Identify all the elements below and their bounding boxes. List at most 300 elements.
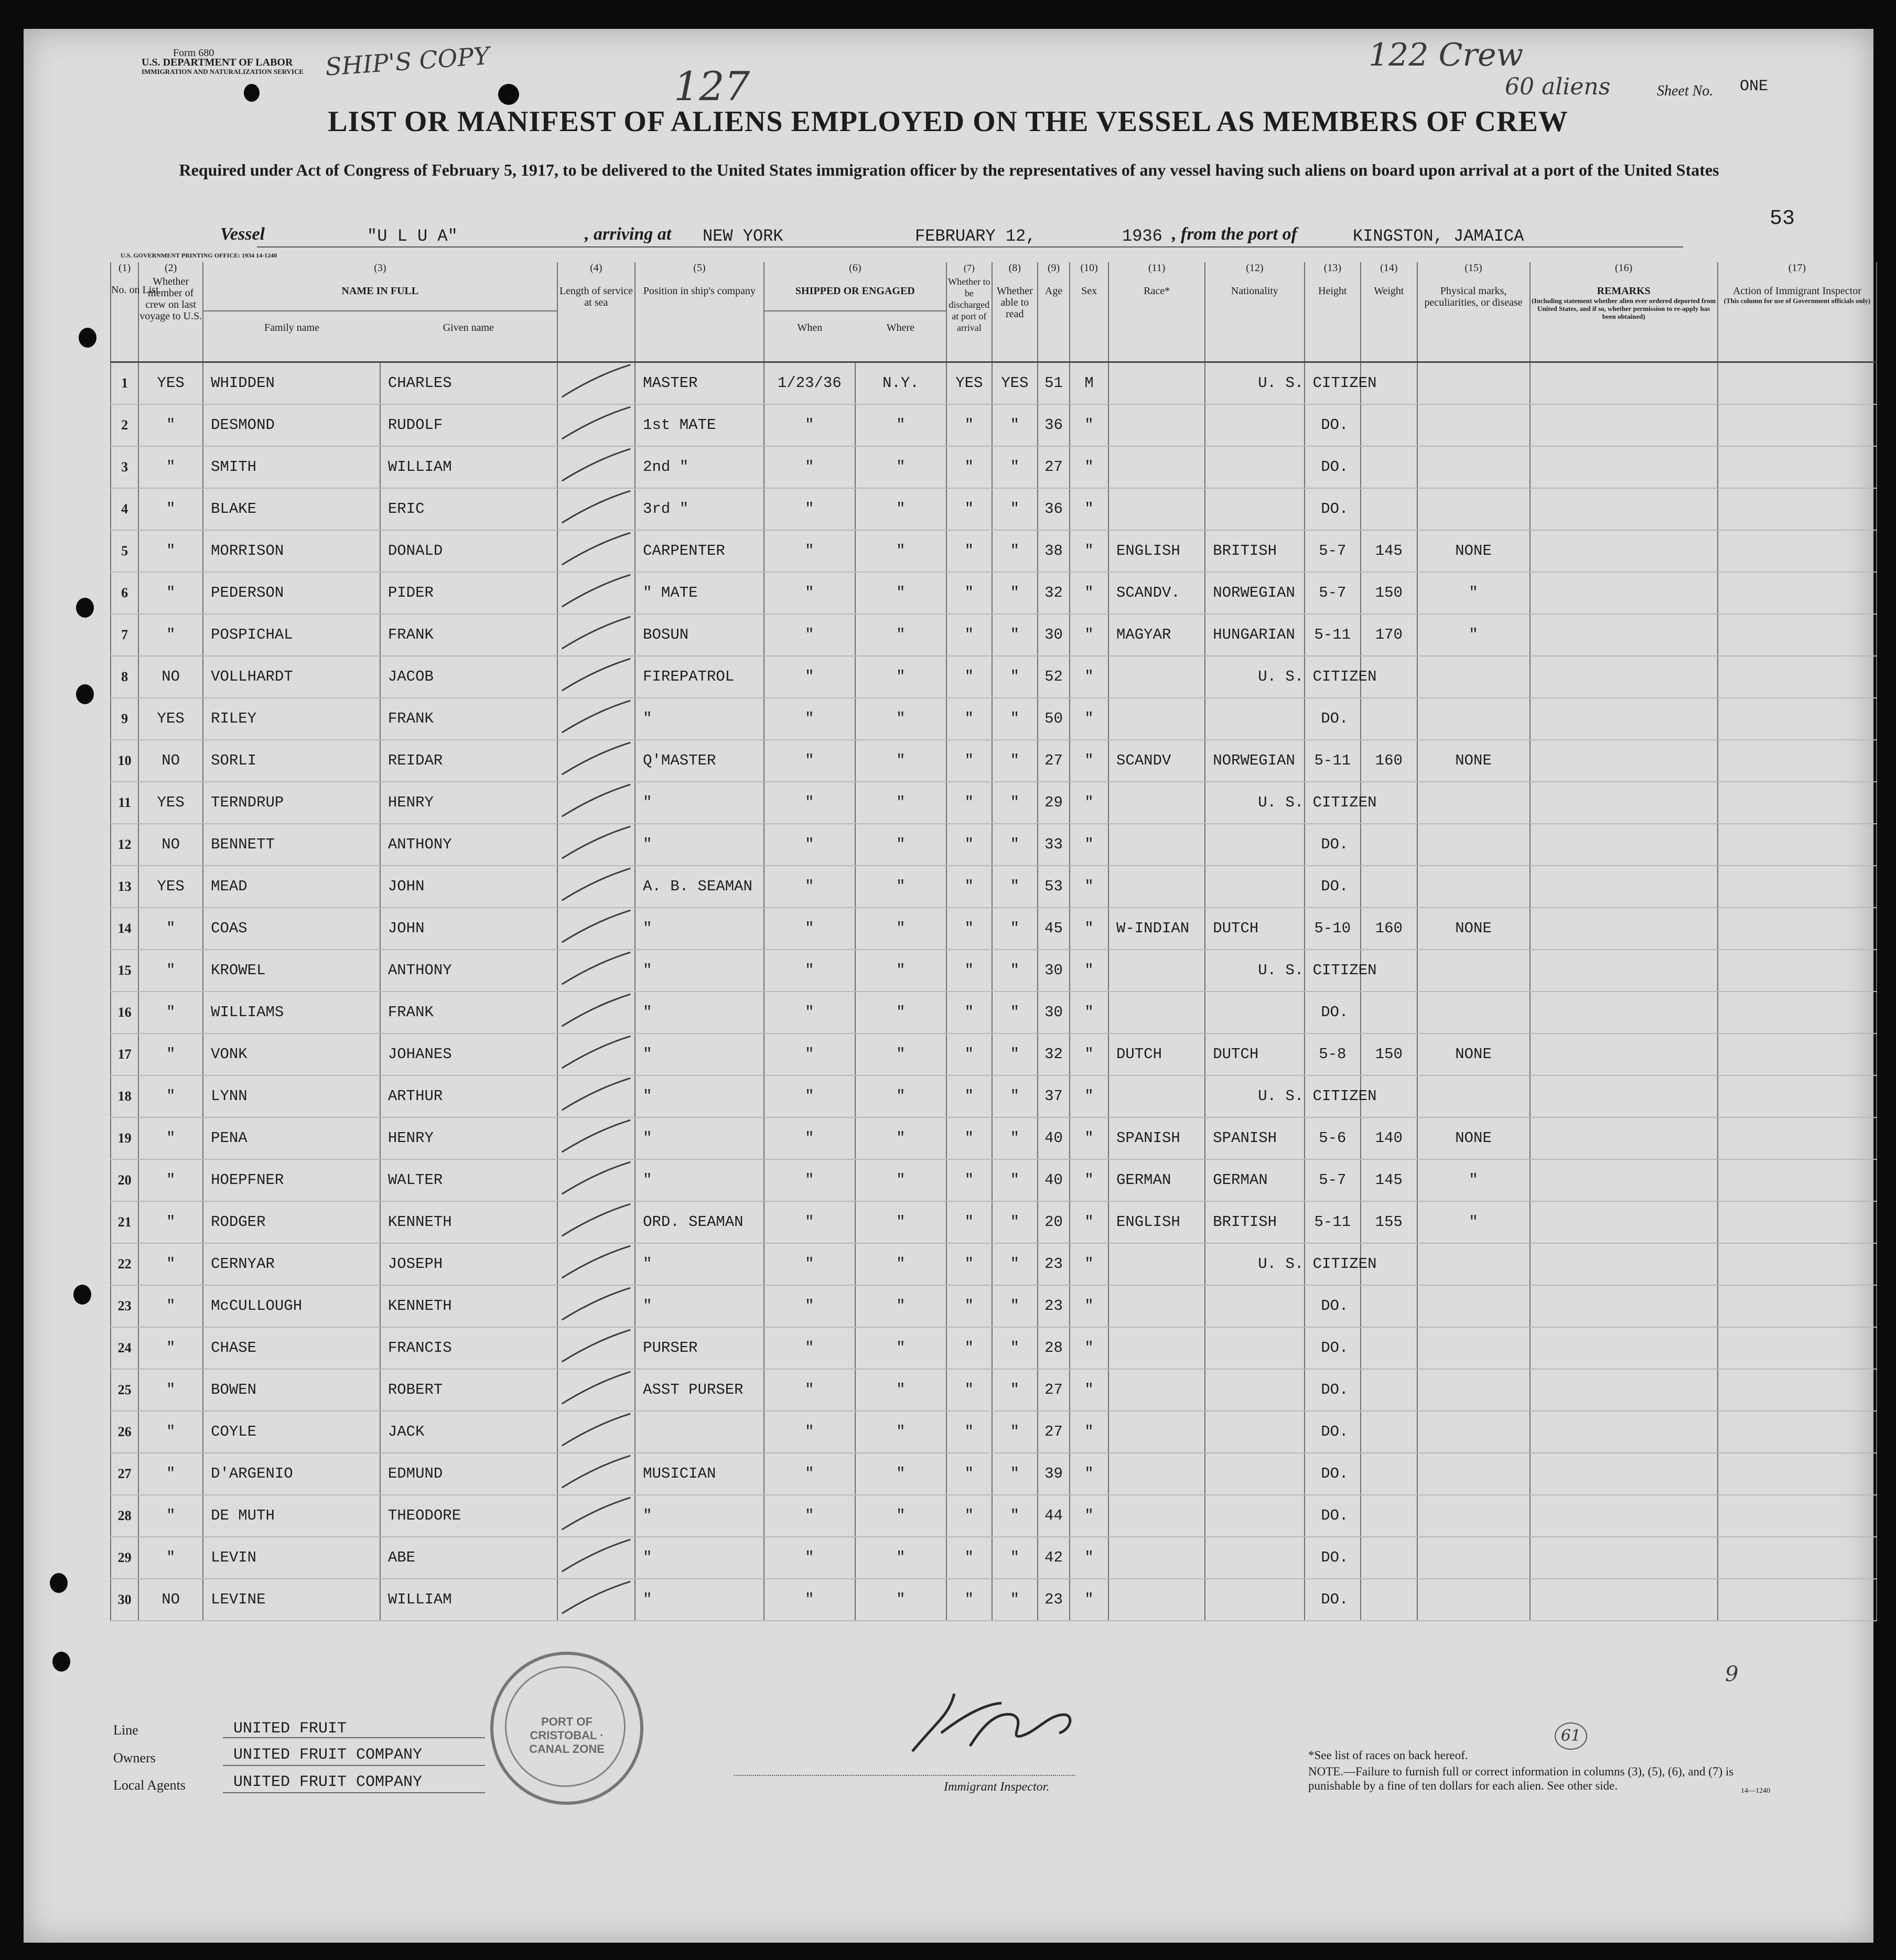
given-name-cell: DONALD — [380, 530, 557, 572]
age-cell: 27 — [1038, 1369, 1070, 1411]
prev-voyage-cell: " — [138, 1033, 203, 1075]
col-header-nationality: (12) Nationality — [1205, 262, 1304, 362]
pencil-check-mark — [563, 449, 630, 481]
able-read-cell: " — [992, 530, 1038, 572]
inspector-label: Immigrant Inspector. — [944, 1780, 1050, 1794]
able-read-cell: " — [992, 950, 1038, 992]
shipped-when-cell: " — [764, 404, 855, 446]
sex-cell: " — [1070, 1537, 1108, 1579]
physical-marks-cell: NONE — [1417, 740, 1530, 782]
pencil-check-mark — [563, 407, 630, 439]
pencil-check-mark — [563, 1414, 630, 1446]
shipped-where-cell: " — [855, 1537, 946, 1579]
row-number: 25 — [111, 1369, 138, 1411]
owners-rule — [223, 1765, 485, 1766]
discharge-cell: " — [946, 740, 992, 782]
shipped-where-cell: " — [855, 446, 946, 488]
col-header-prev-voyage: (2) Whether member of crew on last voyage to U.S. — [138, 262, 203, 362]
family-name-cell: BLAKE — [203, 488, 380, 530]
shipped-when-cell: " — [764, 908, 855, 950]
shipped-when-cell: " — [764, 530, 855, 572]
col-header-shipped: (6) SHIPPED OR ENGAGED When Where — [764, 262, 946, 362]
position-cell: MUSICIAN — [635, 1453, 764, 1495]
prev-voyage-cell: " — [138, 1411, 203, 1453]
discharge-cell: " — [946, 614, 992, 656]
shipped-where-cell: " — [855, 740, 946, 782]
age-cell: 27 — [1038, 446, 1070, 488]
row-number: 4 — [111, 488, 138, 530]
discharge-cell: " — [946, 1243, 992, 1285]
able-read-cell: " — [992, 992, 1038, 1033]
race-cell: GERMAN — [1108, 1159, 1205, 1201]
able-read-cell: " — [992, 404, 1038, 446]
sex-cell: " — [1070, 446, 1108, 488]
sex-cell: " — [1070, 530, 1108, 572]
discharge-cell: " — [946, 866, 992, 908]
prev-voyage-cell: " — [138, 614, 203, 656]
pencil-check-mark — [563, 1330, 630, 1362]
weight-cell: 160 — [1361, 908, 1417, 950]
nationality-cell: DUTCH — [1205, 908, 1304, 950]
shipped-when-cell: " — [764, 1537, 855, 1579]
sex-cell: " — [1070, 698, 1108, 740]
nationality-cell: BRITISH — [1205, 1201, 1304, 1243]
given-name-cell: WILLIAM — [380, 446, 557, 488]
sheet-number: ONE — [1740, 78, 1769, 95]
family-name-cell: VONK — [203, 1033, 380, 1075]
given-name-cell: FRANK — [380, 992, 557, 1033]
vessel-name: "U L U A" — [367, 227, 458, 246]
owners-value: UNITED FRUIT COMPANY — [233, 1746, 423, 1764]
col-header-discharge: (7) Whether to be discharged at port of arrival — [946, 262, 992, 362]
family-name-cell: SORLI — [203, 740, 380, 782]
shipped-when-cell: " — [764, 1495, 855, 1537]
weight-cell: 150 — [1361, 1033, 1417, 1075]
shipped-when-cell: " — [764, 1243, 855, 1285]
age-cell: 23 — [1038, 1243, 1070, 1285]
family-name-cell: CERNYAR — [203, 1243, 380, 1285]
nationality-cell: U. S. CITIZEN — [1205, 782, 1304, 824]
age-cell: 23 — [1038, 1285, 1070, 1327]
pencil-check-mark — [563, 365, 630, 397]
nationality-cell: U. S. CITIZEN — [1205, 950, 1304, 992]
shipped-when-cell: " — [764, 1201, 855, 1243]
family-name-cell: WILLIAMS — [203, 992, 380, 1033]
row-number: 26 — [111, 1411, 138, 1453]
agents-label: Local Agents — [113, 1778, 186, 1793]
col-header-weight: (14) Weight — [1361, 262, 1417, 362]
race-cell: MAGYAR — [1108, 614, 1205, 656]
age-cell: 40 — [1038, 1159, 1070, 1201]
able-read-cell: " — [992, 824, 1038, 866]
physical-marks-cell: " — [1417, 614, 1530, 656]
position-cell: FIREPATROL — [635, 656, 764, 698]
sex-cell: " — [1070, 614, 1108, 656]
prev-voyage-cell: YES — [138, 698, 203, 740]
able-read-cell: " — [992, 572, 1038, 614]
departure-port: KINGSTON, JAMAICA — [1353, 227, 1524, 246]
sex-cell: " — [1070, 1327, 1108, 1369]
height-cell: 5-7 — [1305, 530, 1361, 572]
row-number: 23 — [111, 1285, 138, 1327]
family-name-cell: SMITH — [203, 446, 380, 488]
family-name-cell: McCULLOUGH — [203, 1285, 380, 1327]
pencil-check-mark — [563, 701, 630, 733]
shipped-when-cell: " — [764, 1285, 855, 1327]
age-cell: 30 — [1038, 614, 1070, 656]
sex-cell: " — [1070, 992, 1108, 1033]
position-cell: " — [635, 950, 764, 992]
prev-voyage-cell: NO — [138, 740, 203, 782]
row-number: 21 — [111, 1201, 138, 1243]
age-cell: 38 — [1038, 530, 1070, 572]
shipped-where-cell: " — [855, 614, 946, 656]
able-read-cell: " — [992, 1579, 1038, 1621]
able-read-cell: " — [992, 1033, 1038, 1075]
row-number: 19 — [111, 1117, 138, 1159]
shipped-where-cell: " — [855, 992, 946, 1033]
prev-voyage-cell: " — [138, 1369, 203, 1411]
prev-voyage-cell: YES — [138, 866, 203, 908]
age-cell: 50 — [1038, 698, 1070, 740]
shipped-when-cell: " — [764, 824, 855, 866]
pencil-check-mark — [563, 1372, 630, 1404]
age-cell: 51 — [1038, 362, 1070, 404]
family-name-cell: MEAD — [203, 866, 380, 908]
arriving-label: , arriving at — [585, 224, 672, 244]
given-name-cell: ERIC — [380, 488, 557, 530]
col-header-age: (9) Age — [1038, 262, 1070, 362]
shipped-where-cell: " — [855, 1579, 946, 1621]
pencil-check-mark — [563, 533, 630, 565]
pencil-check-mark — [563, 1246, 630, 1278]
sex-cell: " — [1070, 1075, 1108, 1117]
prev-voyage-cell: " — [138, 1075, 203, 1117]
row-number: 22 — [111, 1243, 138, 1285]
age-cell: 20 — [1038, 1201, 1070, 1243]
nationality-cell: DO. — [1205, 1327, 1304, 1369]
pencil-check-mark — [563, 575, 630, 607]
row-number: 28 — [111, 1495, 138, 1537]
family-name-cell: RILEY — [203, 698, 380, 740]
given-name-cell: JACK — [380, 1411, 557, 1453]
prev-voyage-cell: YES — [138, 782, 203, 824]
pencil-check-mark — [563, 1498, 630, 1530]
sex-cell: " — [1070, 908, 1108, 950]
age-cell: 36 — [1038, 488, 1070, 530]
pencil-check-mark — [563, 617, 630, 649]
discharge-cell: " — [946, 782, 992, 824]
col-header-inspector-action: (17) Action of Immigrant Inspector (This column for use of Government officials only) — [1718, 262, 1877, 362]
race-cell: ENGLISH — [1108, 530, 1205, 572]
position-cell: " — [635, 782, 764, 824]
weight-cell: 155 — [1361, 1201, 1417, 1243]
sex-cell: " — [1070, 1243, 1108, 1285]
able-read-cell: " — [992, 782, 1038, 824]
row-number: 17 — [111, 1033, 138, 1075]
prev-voyage-cell: " — [138, 950, 203, 992]
row-number: 29 — [111, 1537, 138, 1579]
nationality-cell: DO. — [1205, 446, 1304, 488]
nationality-cell: NORWEGIAN — [1205, 572, 1304, 614]
able-read-cell: " — [992, 1453, 1038, 1495]
prev-voyage-cell: " — [138, 1159, 203, 1201]
nationality-cell: DUTCH — [1205, 1033, 1304, 1075]
physical-marks-cell: " — [1417, 1159, 1530, 1201]
penalty-note: NOTE.—Failure to furnish full or correct information in columns (3), (5), (6), and (7) is punishable by a fine of ten dollars for each alien. See other side. — [1308, 1765, 1734, 1792]
row-number: 5 — [111, 530, 138, 572]
family-name-cell: LEVIN — [203, 1537, 380, 1579]
ships-copy-note: SHIP'S COPY — [324, 41, 491, 81]
shipped-where-cell: " — [855, 1075, 946, 1117]
position-cell: " MATE — [635, 572, 764, 614]
discharge-cell: " — [946, 698, 992, 740]
col-header-position: (5) Position in ship's company — [635, 262, 764, 362]
crew-count-note: 122 Crew — [1369, 37, 1524, 73]
able-read-cell: " — [992, 740, 1038, 782]
nationality-cell: DO. — [1205, 824, 1304, 866]
shipped-when-cell: " — [764, 572, 855, 614]
position-cell: " — [635, 1537, 764, 1579]
physical-marks-cell: NONE — [1417, 1117, 1530, 1159]
shipped-when-cell: " — [764, 1579, 855, 1621]
arrival-year: 1936 — [1122, 227, 1162, 246]
pencil-check-mark — [563, 1540, 630, 1571]
given-name-cell: PIDER — [380, 572, 557, 614]
able-read-cell: " — [992, 1411, 1038, 1453]
nationality-cell: DO. — [1205, 488, 1304, 530]
pencil-check-mark — [563, 785, 630, 816]
sex-cell: " — [1070, 656, 1108, 698]
pencil-check-mark — [563, 1037, 630, 1068]
age-cell: 33 — [1038, 824, 1070, 866]
nationality-cell: GERMAN — [1205, 1159, 1304, 1201]
sex-cell: " — [1070, 1201, 1108, 1243]
vessel-label: Vessel — [220, 224, 265, 244]
family-name-cell: PEDERSON — [203, 572, 380, 614]
shipped-when-cell: " — [764, 1327, 855, 1369]
shipped-when-cell: " — [764, 656, 855, 698]
row-number: 10 — [111, 740, 138, 782]
port-stamp: PORT OF CRISTOBAL · CANAL ZONE — [490, 1652, 643, 1805]
sex-cell: " — [1070, 1453, 1108, 1495]
discharge-cell: " — [946, 446, 992, 488]
height-cell: 5-6 — [1305, 1117, 1361, 1159]
col-header-physical-marks: (15) Physical marks, peculiarities, or disease — [1417, 262, 1530, 362]
prev-voyage-cell: " — [138, 404, 203, 446]
sex-cell: " — [1070, 404, 1108, 446]
shipped-where-cell: " — [855, 698, 946, 740]
height-cell: 5-11 — [1305, 1201, 1361, 1243]
prev-voyage-cell: " — [138, 1327, 203, 1369]
shipped-where-cell: " — [855, 1327, 946, 1369]
prev-voyage-cell: " — [138, 446, 203, 488]
able-read-cell: " — [992, 866, 1038, 908]
shipped-when-cell: " — [764, 740, 855, 782]
col-header-race: (11) Race* — [1108, 262, 1205, 362]
prev-voyage-cell: " — [138, 1243, 203, 1285]
row-number: 7 — [111, 614, 138, 656]
able-read-cell: " — [992, 1537, 1038, 1579]
sex-cell: " — [1070, 950, 1108, 992]
shipped-when-cell: " — [764, 446, 855, 488]
physical-marks-cell: NONE — [1417, 908, 1530, 950]
sex-cell: " — [1070, 1285, 1108, 1327]
prev-voyage-cell: " — [138, 1117, 203, 1159]
position-cell: " — [635, 1495, 764, 1537]
nationality-cell: DO. — [1205, 992, 1304, 1033]
discharge-cell: " — [946, 404, 992, 446]
shipped-where-cell: N.Y. — [855, 362, 946, 404]
discharge-cell: " — [946, 824, 992, 866]
weight-cell: 170 — [1361, 614, 1417, 656]
row-number: 16 — [111, 992, 138, 1033]
height-cell: 5-7 — [1305, 1159, 1361, 1201]
able-read-cell: " — [992, 698, 1038, 740]
height-cell: 5-11 — [1305, 740, 1361, 782]
given-name-cell: JACOB — [380, 656, 557, 698]
position-cell: " — [635, 1117, 764, 1159]
discharge-cell: " — [946, 1579, 992, 1621]
discharge-cell: " — [946, 1201, 992, 1243]
inspector-signature — [891, 1683, 1101, 1767]
pencil-check-mark — [563, 659, 630, 691]
shipped-when-cell: " — [764, 698, 855, 740]
sex-cell: " — [1070, 1579, 1108, 1621]
able-read-cell: " — [992, 1369, 1038, 1411]
given-name-cell: FRANK — [380, 614, 557, 656]
sex-cell: " — [1070, 1159, 1108, 1201]
sex-cell: " — [1070, 866, 1108, 908]
able-read-cell: " — [992, 1159, 1038, 1201]
shipped-where-cell: " — [855, 824, 946, 866]
age-cell: 45 — [1038, 908, 1070, 950]
race-cell: W-INDIAN — [1108, 908, 1205, 950]
shipped-when-cell: " — [764, 1033, 855, 1075]
shipped-when-cell: " — [764, 1117, 855, 1159]
nationality-cell: DO. — [1205, 1495, 1304, 1537]
family-name-cell: MORRISON — [203, 530, 380, 572]
nationality-cell: DO. — [1205, 404, 1304, 446]
able-read-cell: " — [992, 446, 1038, 488]
nationality-cell: DO. — [1205, 1369, 1304, 1411]
col-header-name: (3) NAME IN FULL Family name Given name — [203, 262, 557, 362]
nationality-cell: U. S. CITIZEN — [1205, 362, 1304, 404]
nationality-cell: HUNGARIAN — [1205, 614, 1304, 656]
family-name-cell: TERNDRUP — [203, 782, 380, 824]
discharge-cell: YES — [946, 362, 992, 404]
physical-marks-cell: NONE — [1417, 1033, 1530, 1075]
shipped-when-cell: " — [764, 1369, 855, 1411]
agents-rule — [223, 1792, 485, 1793]
age-cell: 23 — [1038, 1579, 1070, 1621]
row-number: 13 — [111, 866, 138, 908]
shipped-when-cell: " — [764, 1411, 855, 1453]
shipped-when-cell: " — [764, 782, 855, 824]
able-read-cell: " — [992, 1117, 1038, 1159]
prev-voyage-cell: " — [138, 908, 203, 950]
nationality-cell: DO. — [1205, 1453, 1304, 1495]
sex-cell: " — [1070, 824, 1108, 866]
nationality-cell: SPANISH — [1205, 1117, 1304, 1159]
col-header-able-read: (8) Whether able to read — [992, 262, 1038, 362]
col-header-when: When — [797, 322, 823, 333]
shipped-where-cell: " — [855, 1495, 946, 1537]
height-cell: 5-8 — [1305, 1033, 1361, 1075]
position-cell: CARPENTER — [635, 530, 764, 572]
service-name: IMMIGRATION AND NATURALIZATION SERVICE — [142, 68, 304, 76]
sex-cell: " — [1070, 1033, 1108, 1075]
pencil-check-mark — [563, 827, 630, 858]
family-name-cell: COYLE — [203, 1411, 380, 1453]
shipped-when-cell: " — [764, 866, 855, 908]
race-cell: ENGLISH — [1108, 1201, 1205, 1243]
prev-voyage-cell: " — [138, 1201, 203, 1243]
col-header-remarks: (16) REMARKS (Including statement whether alien ever ordered deported from United States, and if so, whether permission to re-apply has been obtained) — [1530, 262, 1718, 362]
position-cell: " — [635, 698, 764, 740]
able-read-cell: " — [992, 908, 1038, 950]
pencil-check-mark — [563, 1204, 630, 1236]
pencil-check-mark — [563, 1162, 630, 1194]
discharge-cell: " — [946, 1453, 992, 1495]
row-number: 1 — [111, 362, 138, 404]
shipped-where-cell: " — [855, 1369, 946, 1411]
position-cell: BOSUN — [635, 614, 764, 656]
age-cell: 29 — [1038, 782, 1070, 824]
given-name-cell: JOHANES — [380, 1033, 557, 1075]
row-number: 27 — [111, 1453, 138, 1495]
physical-marks-cell: NONE — [1417, 530, 1530, 572]
department-name: U.S. DEPARTMENT OF LABOR — [142, 57, 293, 68]
handwritten-number: 127 — [674, 63, 750, 110]
row-number: 14 — [111, 908, 138, 950]
shipped-where-cell: " — [855, 656, 946, 698]
arrival-date: FEBRUARY 12, — [915, 227, 1036, 246]
given-name-cell: FRANK — [380, 698, 557, 740]
given-name-cell: JOSEPH — [380, 1243, 557, 1285]
pencil-check-mark — [563, 1582, 630, 1613]
pencil-check-mark — [563, 743, 630, 774]
line-label: Line — [113, 1722, 138, 1738]
row-number: 24 — [111, 1327, 138, 1369]
discharge-cell: " — [946, 1159, 992, 1201]
col-header-family-name: Family name — [264, 322, 319, 333]
shipped-when-cell: " — [764, 1075, 855, 1117]
col-header-service-length: (4) Length of service at sea — [557, 262, 635, 362]
shipped-when-cell: " — [764, 992, 855, 1033]
shipped-where-cell: " — [855, 908, 946, 950]
able-read-cell: YES — [992, 362, 1038, 404]
shipped-when-cell: " — [764, 614, 855, 656]
form-subtitle: Required under Act of Congress of February 5, 1917, to be delivered to the United States immigration officer by the representatives of any vessel having such aliens on board upon arrival at a port of the United States — [179, 160, 1719, 179]
given-name-cell: HENRY — [380, 782, 557, 824]
discharge-cell: " — [946, 1075, 992, 1117]
prev-voyage-cell: " — [138, 992, 203, 1033]
col-header-where: Where — [886, 322, 914, 333]
races-footnote: *See list of races on back hereof. — [1308, 1749, 1468, 1762]
given-name-cell: ABE — [380, 1537, 557, 1579]
shipped-where-cell: " — [855, 1201, 946, 1243]
discharge-cell: " — [946, 1033, 992, 1075]
shipped-when-cell: " — [764, 950, 855, 992]
sex-cell: " — [1070, 488, 1108, 530]
corner-number: 9 — [1725, 1662, 1739, 1686]
shipped-where-cell: " — [855, 488, 946, 530]
prev-voyage-cell: YES — [138, 362, 203, 404]
discharge-cell: " — [946, 992, 992, 1033]
nationality-cell: DO. — [1205, 1285, 1304, 1327]
age-cell: 36 — [1038, 404, 1070, 446]
